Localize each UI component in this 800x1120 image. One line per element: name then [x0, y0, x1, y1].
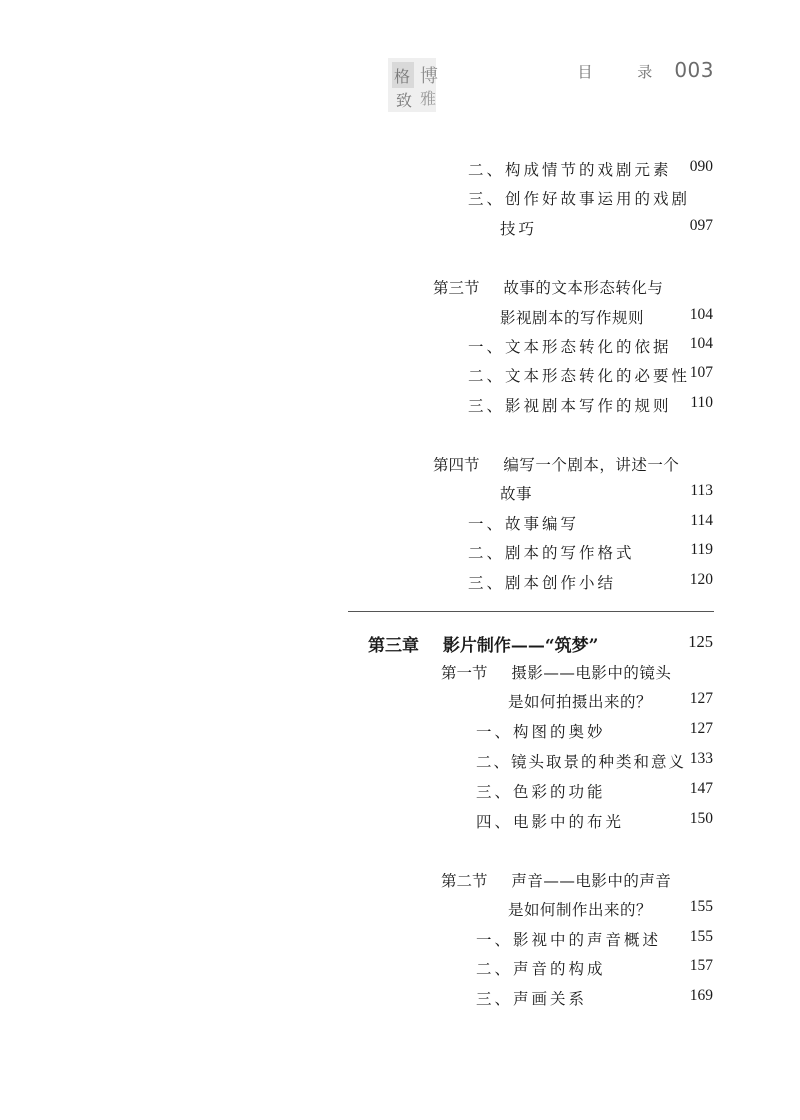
toc-entry[interactable]: 三、影视剧本写作的规则 — [468, 397, 672, 415]
toc-page-number: 127 — [689, 720, 713, 737]
toc-page-number: 155 — [689, 898, 713, 915]
section-label: 第三节 — [433, 279, 480, 297]
toc-entry[interactable]: 一、构图的奥妙 — [476, 723, 606, 741]
svg-text:致: 致 — [396, 91, 413, 110]
section-title-continuation: 故事 — [500, 485, 533, 503]
toc-page-number: 155 — [689, 928, 713, 945]
toc-page-number: 150 — [689, 810, 713, 827]
toc-entry[interactable]: 二、声音的构成 — [476, 960, 606, 978]
toc-page-number: 147 — [689, 780, 713, 797]
toc-page-number: 110 — [690, 394, 713, 411]
toc-page-number: 104 — [689, 306, 713, 323]
toc-page-number: 113 — [690, 482, 713, 499]
chapter-divider — [348, 611, 714, 612]
header-label: 目 录 — [577, 63, 673, 81]
toc-page-number: 104 — [689, 335, 713, 352]
toc-page-number: 090 — [689, 158, 713, 175]
svg-text:格: 格 — [394, 67, 411, 86]
toc-entry[interactable] — [468, 187, 690, 209]
toc-page-number: 097 — [689, 217, 713, 234]
section-label: 第四节 — [433, 456, 480, 474]
section-title: 编写一个剧本，讲述一个 — [503, 456, 680, 474]
toc-page-number: 114 — [690, 512, 713, 529]
toc-page-number: 169 — [689, 987, 713, 1004]
toc-chapter[interactable] — [368, 631, 598, 656]
toc-entry-continuation: 技巧 — [500, 220, 538, 238]
section-label: 第二节 — [441, 872, 488, 890]
toc-entry[interactable]: 三、剧本创作小结 — [468, 574, 617, 592]
toc-entry-title: 三、创作好故事运用的戏剧 — [468, 190, 691, 208]
section-title-continuation: 是如何制作出来的？ — [508, 901, 653, 919]
header-page-number: 003 — [674, 58, 714, 82]
svg-text:博: 博 — [420, 66, 438, 87]
toc-entry[interactable]: 四、电影中的布光 — [476, 813, 625, 831]
toc-entry[interactable]: 一、文本形态转化的依据 — [468, 338, 672, 356]
toc-entry[interactable]: 二、文本形态转化的必要性 — [468, 367, 691, 385]
section-title: 故事的文本形态转化与 — [503, 279, 664, 297]
toc-section[interactable] — [441, 869, 671, 891]
toc-entry[interactable]: 三、声画关系 — [476, 990, 588, 1008]
toc-entry[interactable]: 一、影视中的声音概述 — [476, 931, 662, 949]
toc-page-number: 120 — [689, 571, 713, 588]
chapter-title: 影片制作——“筑梦” — [442, 636, 599, 656]
logo-seal — [384, 52, 440, 116]
toc-entry[interactable]: 二、剧本的写作格式 — [468, 544, 635, 562]
toc-page-number: 133 — [689, 750, 713, 767]
toc-section[interactable] — [441, 661, 671, 683]
section-title: 摄影——电影中的镜头 — [511, 664, 672, 682]
toc-page-number: 127 — [689, 690, 713, 707]
section-title: 声音——电影中的声音 — [511, 872, 672, 890]
svg-text:雅: 雅 — [420, 89, 437, 108]
toc-page-number: 119 — [690, 541, 713, 558]
toc-section[interactable] — [433, 276, 663, 298]
toc-entry[interactable] — [468, 158, 672, 180]
toc-entry[interactable]: 一、故事编写 — [468, 515, 580, 533]
toc-section[interactable] — [433, 453, 679, 475]
toc-entry[interactable]: 二、镜头取景的种类和意义 — [476, 753, 687, 771]
toc-entry-title: 二、构成情节的戏剧元素 — [468, 161, 672, 179]
toc-page-number: 107 — [689, 364, 713, 381]
toc-entry[interactable]: 三、色彩的功能 — [476, 783, 606, 801]
section-title-continuation: 是如何拍摄出来的？ — [508, 693, 653, 711]
chapter-label: 第三章 — [368, 636, 419, 656]
section-label: 第一节 — [441, 664, 488, 682]
toc-page-number: 157 — [689, 957, 713, 974]
toc-page-number: 125 — [688, 632, 713, 651]
section-title-continuation: 影视剧本的写作规则 — [500, 309, 645, 327]
running-header — [578, 58, 714, 82]
